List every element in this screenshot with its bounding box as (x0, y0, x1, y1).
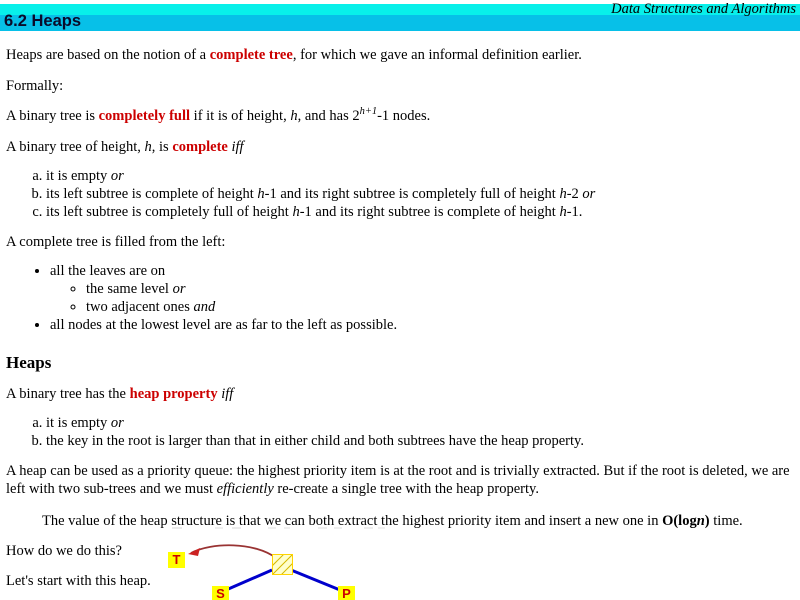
exponent-h-plus-1: h+1 (359, 106, 378, 118)
list-item (50, 316, 794, 334)
full-def-text-2: if it is of height, (190, 108, 291, 125)
complexity-o-log: O(log (662, 512, 697, 529)
emphasis-iff: iff (221, 386, 234, 403)
value-text-1: The value of the heap structure is that we can both extract the highest priority item and insert a new one in (42, 512, 663, 529)
complexity-variable-n: n (696, 512, 705, 529)
paragraph-lets-start: Let's start with this heap. (6, 573, 151, 590)
paragraph-heap-property (6, 386, 794, 404)
list-item (86, 298, 794, 316)
keyword-complete: complete (172, 139, 228, 156)
leaves-sub-list (50, 280, 794, 316)
paragraph-intro (6, 47, 794, 65)
emphasis-or: or (110, 167, 124, 184)
variable-h: h (292, 204, 300, 220)
variable-h: h (257, 185, 265, 202)
item-text: its left subtree is complete of height (46, 185, 258, 202)
full-def-text-4: -1 nodes. (377, 108, 431, 125)
variable-h: h (144, 139, 152, 156)
paragraph-completely-full (6, 108, 794, 126)
paragraph-how-do-we: How do we do this? (6, 542, 122, 559)
list-item (46, 185, 794, 203)
item-text: all nodes at the lowest level are as far to the left as possible. (50, 317, 398, 334)
variable-h: h (559, 204, 567, 220)
value-text-2: time. (709, 512, 743, 529)
item-text: the same level (86, 280, 173, 297)
emphasis-and: and (193, 299, 216, 316)
paragraph-filled-from-left: A complete tree is filled from the left: (6, 234, 226, 251)
item-text: all the leaves are on (50, 262, 166, 279)
list-item (46, 432, 794, 450)
paragraph-priority-queue (6, 463, 794, 498)
emphasis-iff: iff (231, 139, 244, 156)
full-def-text-3: , and has 2 (297, 108, 360, 125)
paragraph-formally: Formally: (6, 77, 64, 94)
list-item (46, 167, 794, 185)
course-title: Data Structures and Algorithms (611, 1, 796, 17)
item-text: its left subtree is completely full of height (46, 204, 293, 220)
item-text-post: -1. (566, 204, 583, 220)
list-item (86, 280, 794, 298)
priority-text-2: re-create a single tree with the heap property. (273, 480, 539, 497)
heap-property-list (6, 414, 794, 450)
page-header-banner (0, 0, 800, 31)
intro-text-1: Heaps are based on the notion of a (6, 47, 210, 63)
paragraph-heap-value (6, 513, 794, 530)
complete-tree-bullet-list (6, 262, 794, 335)
list-item (46, 203, 794, 221)
variable-h: h (559, 185, 567, 202)
emphasis-or: or (172, 280, 186, 297)
complete-definition-list (6, 167, 794, 221)
list-item (50, 262, 794, 316)
item-text-mid: -1 and its right subtree is completely full of height (264, 185, 560, 202)
keyword-completely-full: completely full (98, 108, 191, 125)
tree-node-p: P (338, 586, 355, 600)
item-text: two adjacent ones (86, 299, 194, 316)
item-text-post: -2 (566, 185, 583, 202)
keyword-complete-tree: complete tree (209, 47, 293, 63)
document-content (0, 47, 800, 591)
emphasis-or: or (582, 185, 596, 202)
complexity-close-paren: ) (704, 512, 710, 529)
section-heading-heaps: Heaps (6, 353, 52, 373)
item-text-mid: -1 and its right subtree is complete of height (299, 204, 560, 220)
complete-def-text-2: , is (151, 139, 173, 156)
item-text: the key in the root is larger than that in either child and both subtrees have the heap property. (46, 433, 584, 450)
priority-text-1: A heap can be used as a priority queue: the highest priority item is at the root and is trivially extracted. But if the root is deleted, we are left with two sub-trees and we must (6, 463, 790, 497)
tree-node-s: S (212, 586, 229, 600)
keyword-heap-property: heap property (129, 386, 218, 403)
variable-h: h (290, 108, 298, 125)
complete-def-text-1: A binary tree of height, (6, 139, 145, 156)
emphasis-efficiently: efficiently (216, 480, 274, 497)
item-text: it is empty (46, 415, 111, 431)
paragraph-complete-iff (6, 139, 794, 157)
page-title: 6.2 Heaps (4, 12, 82, 30)
tree-node-t: T (168, 552, 185, 568)
emphasis-or: or (110, 415, 124, 431)
full-def-text-1: A binary tree is (6, 108, 99, 125)
item-text: it is empty (46, 167, 111, 184)
heap-prop-text-1: A binary tree has the (6, 386, 130, 403)
intro-text-2: , for which we gave an informal definition earlier. (292, 47, 582, 63)
list-item (46, 414, 794, 432)
